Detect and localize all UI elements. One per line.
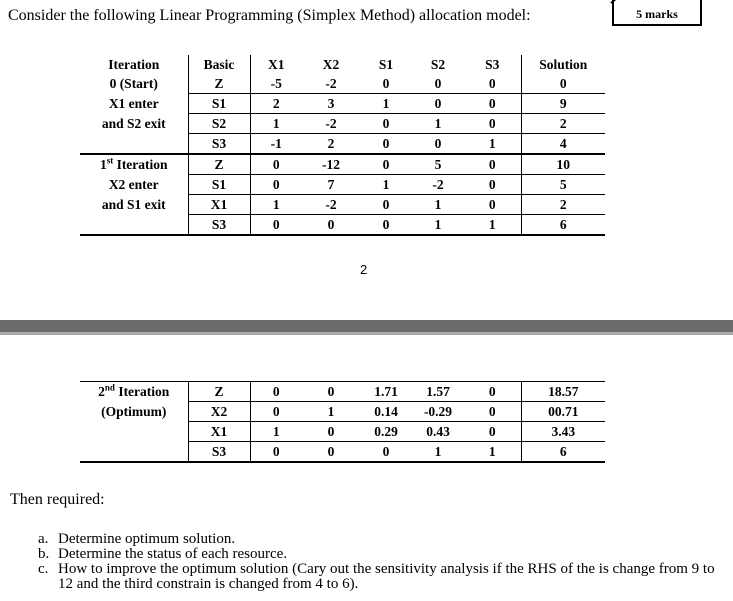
- iteration-label: 0 (Start): [109, 76, 158, 92]
- table-row: [80, 382, 605, 402]
- cell: -5: [250, 74, 302, 94]
- cell: 0: [360, 74, 412, 94]
- basic-cell: S1: [188, 94, 250, 114]
- cell: 1: [250, 422, 302, 442]
- cell: 1: [464, 215, 521, 236]
- cell: -2: [412, 175, 464, 195]
- table-row: [80, 134, 605, 155]
- cell: 0: [250, 442, 302, 463]
- cell: 0: [464, 74, 521, 94]
- cell: 4: [521, 134, 605, 155]
- cell: 2: [302, 134, 360, 155]
- basic-cell: S3: [188, 215, 250, 236]
- cell: 0: [302, 382, 360, 402]
- cell: 0: [360, 134, 412, 155]
- page-separator-edge: [0, 332, 733, 335]
- iteration-label: and S1 exit: [101, 197, 166, 212]
- cell: 0: [302, 215, 360, 236]
- cell: 0: [464, 195, 521, 215]
- col-header-basic: Basic: [188, 55, 250, 74]
- cell: 2: [250, 94, 302, 114]
- cell: 1.71: [360, 382, 412, 402]
- question-label: c.: [38, 561, 49, 577]
- cell: 0: [360, 154, 412, 175]
- cell: 0: [412, 134, 464, 155]
- cell: 0.14: [360, 402, 412, 422]
- marks-box: 5 marks: [612, 0, 702, 26]
- iteration-sublabel: (Optimum): [101, 404, 167, 419]
- cell: -0.29: [412, 402, 464, 422]
- table-row: [80, 175, 605, 195]
- table-row: [80, 74, 605, 94]
- cell: 0: [250, 402, 302, 422]
- cell: 3.43: [521, 422, 605, 442]
- cell: 1: [464, 134, 521, 155]
- cell: -1: [250, 134, 302, 155]
- cell: 0: [464, 402, 521, 422]
- cell: 0: [360, 442, 412, 463]
- iteration-label: and S2 exit: [101, 116, 166, 131]
- cell: 1: [302, 402, 360, 422]
- cell: 9: [521, 94, 605, 114]
- iteration-label: X2 enter: [108, 177, 159, 192]
- iteration-label: X1 enter: [108, 96, 159, 111]
- cell: 2: [521, 195, 605, 215]
- simplex-table-2: [80, 381, 605, 463]
- cell: 0: [360, 215, 412, 236]
- basic-cell: X1: [188, 195, 250, 215]
- cell: 0: [360, 195, 412, 215]
- iteration-word: Iteration: [116, 157, 168, 173]
- cell: 10: [521, 154, 605, 175]
- cell: 0: [464, 94, 521, 114]
- cell: 0: [250, 382, 302, 402]
- col-header-solution: Solution: [521, 55, 605, 74]
- cell: 18.57: [521, 382, 605, 402]
- cell: 1: [412, 215, 464, 236]
- table-row: [80, 195, 605, 215]
- iteration-label-empty: [80, 442, 188, 463]
- cell: 0: [412, 94, 464, 114]
- basic-cell: X2: [188, 402, 250, 422]
- cell: 0: [464, 114, 521, 134]
- col-header-s1: S1: [378, 57, 394, 72]
- cell: 0: [360, 114, 412, 134]
- cell: 0: [412, 74, 464, 94]
- cell: 0: [464, 175, 521, 195]
- cell: 1: [464, 442, 521, 463]
- table-row: [80, 154, 605, 175]
- iteration-label-empty: [80, 215, 188, 236]
- cell: 0: [250, 154, 302, 175]
- basic-cell: Z: [188, 154, 250, 175]
- cell: 6: [521, 215, 605, 236]
- cell: 2: [521, 114, 605, 134]
- question-label: a.: [38, 531, 49, 547]
- cell: 1.57: [412, 382, 464, 402]
- iteration-label-empty: [80, 422, 188, 442]
- table-row: [80, 402, 605, 422]
- cell: 0: [464, 382, 521, 402]
- cell: -2: [302, 195, 360, 215]
- question-text: Determine optimum solution.: [58, 531, 236, 547]
- table-header-row: [80, 55, 605, 74]
- cell: 0: [302, 442, 360, 463]
- cell: 1: [412, 442, 464, 463]
- cell: 7: [302, 175, 360, 195]
- cell: 0: [464, 422, 521, 442]
- iteration-word: Iteration: [118, 384, 170, 400]
- cell: 0.29: [360, 422, 412, 442]
- col-header-s3: S3: [485, 57, 500, 72]
- cell: 1: [360, 175, 412, 195]
- question-item: [38, 532, 718, 547]
- cell: 0: [250, 215, 302, 236]
- question-item: [38, 547, 718, 562]
- cell: 00.71: [521, 402, 605, 422]
- col-header-iteration: Iteration: [108, 57, 160, 72]
- table-row: [80, 94, 605, 114]
- simplex-table-1: [80, 55, 605, 236]
- basic-cell: S1: [188, 175, 250, 195]
- iteration-number: 2: [98, 384, 105, 400]
- cell: 3: [302, 94, 360, 114]
- cell: 1: [250, 195, 302, 215]
- cell: -2: [302, 74, 360, 94]
- basic-cell: S3: [188, 442, 250, 463]
- cell: 5: [521, 175, 605, 195]
- question-item: [38, 562, 718, 592]
- cell: 1: [360, 94, 412, 114]
- question-label: b.: [38, 546, 50, 562]
- iteration-label: [80, 154, 188, 175]
- col-header-x2: X2: [322, 57, 340, 72]
- iteration-number: 1: [99, 157, 107, 173]
- col-header-x1: X1: [250, 55, 302, 74]
- cell: 1: [412, 114, 464, 134]
- table-row: [80, 442, 605, 463]
- cell: 0: [464, 154, 521, 175]
- basic-cell: S3: [188, 134, 250, 155]
- cell: 0: [302, 422, 360, 442]
- question-list: [38, 532, 718, 592]
- page-number: 2: [360, 262, 368, 277]
- intro-text: Consider the following Linear Programming (Simplex Method) allocation model:: [8, 7, 531, 24]
- basic-cell: Z: [188, 74, 250, 94]
- col-header-s2: S2: [430, 57, 446, 72]
- cell: 0: [250, 175, 302, 195]
- basic-cell: X1: [188, 422, 250, 442]
- cell: 0.43: [412, 422, 464, 442]
- cell: 0: [521, 74, 605, 94]
- iteration-label-empty: [80, 134, 188, 155]
- iteration-ordinal: st: [106, 155, 114, 166]
- question-text: How to improve the optimum solution (Cary out the sensitivity analysis if the RHS of the is change from 9 to 12 and the third constrain is changed from 4 to 6).: [58, 561, 715, 592]
- table-row: [80, 215, 605, 236]
- page-separator: [0, 320, 733, 332]
- iteration-label: [80, 382, 188, 402]
- cell: 1: [250, 114, 302, 134]
- iteration-ordinal: nd: [104, 382, 115, 393]
- cell: 6: [521, 442, 605, 463]
- question-text: Determine the status of each resource.: [58, 546, 288, 562]
- table-row: [80, 114, 605, 134]
- cell: 1: [412, 195, 464, 215]
- cell: -12: [302, 154, 360, 175]
- basic-cell: Z: [188, 382, 250, 402]
- table-row: [80, 422, 605, 442]
- required-heading: Then required:: [10, 491, 105, 508]
- basic-cell: S2: [188, 114, 250, 134]
- cell: -2: [302, 114, 360, 134]
- cell: 5: [412, 154, 464, 175]
